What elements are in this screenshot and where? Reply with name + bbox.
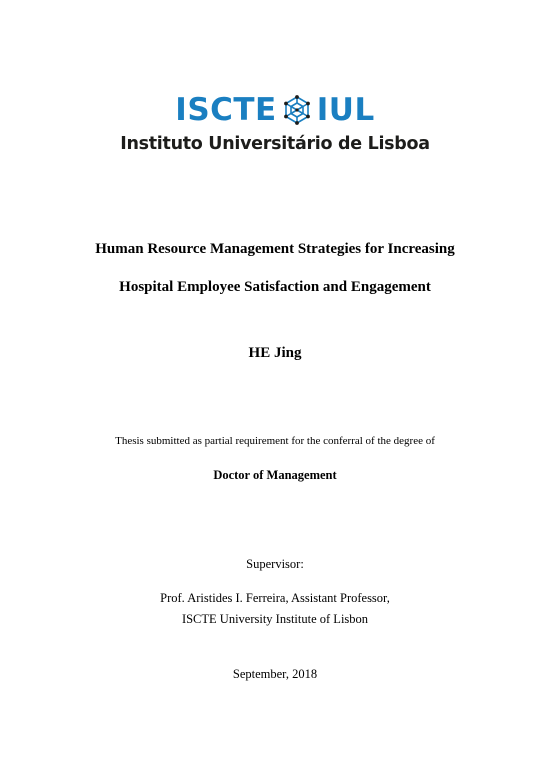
thesis-title-line-1: Human Resource Management Strategies for Increasing bbox=[95, 241, 455, 257]
degree-name: Doctor of Management bbox=[213, 468, 337, 482]
globe-network-icon bbox=[282, 95, 312, 125]
supervisor-label: Supervisor: bbox=[246, 557, 304, 571]
submission-date: September, 2018 bbox=[232, 667, 318, 681]
author-name: HE Jing bbox=[248, 345, 302, 361]
institution-name: Instituto Universitário de Lisboa bbox=[120, 134, 430, 154]
logo-iscte-text: ISCTE bbox=[175, 92, 277, 128]
institution-logo bbox=[0, 92, 550, 155]
logo-wordmark bbox=[175, 92, 374, 128]
submission-statement: Thesis submitted as partial requirement for the conferral of the degree of bbox=[115, 435, 435, 447]
supervisor-name: Prof. Aristides I. Ferreira, Assistant Professor, bbox=[160, 591, 390, 605]
thesis-title-line-2: Hospital Employee Satisfaction and Engagement bbox=[119, 279, 431, 295]
supervisor-affiliation: ISCTE University Institute of Lisbon bbox=[181, 612, 369, 626]
logo-iul-text: IUL bbox=[316, 92, 375, 128]
